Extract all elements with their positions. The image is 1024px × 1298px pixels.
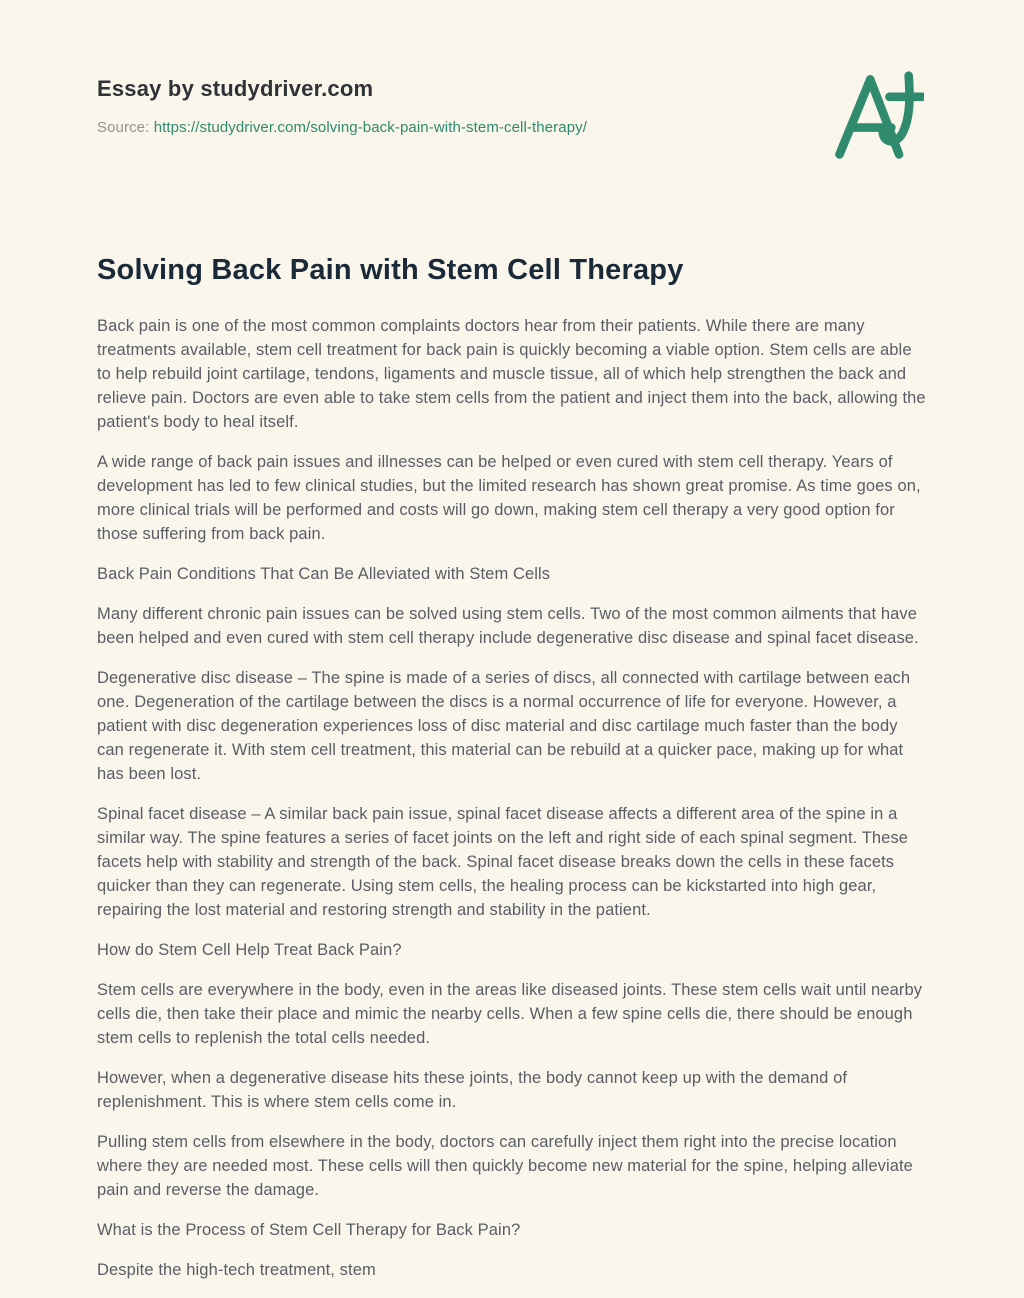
- paragraph: A wide range of back pain issues and illnesses can be helped or even cured with stem cell therapy. Years of development has led to few clinical studies, but the limited research has shown great promise. As time goes on, more clinical trials will be performed and costs will go down, making stem cell therapy a very good option for those suffering from back pain.: [97, 453, 921, 543]
- paragraph: Many different chronic pain issues can be solved using stem cells. Two of the most common ailments that have been helped and even cured with stem cell therapy include degenerative disc disease and spinal facet disease.: [97, 605, 919, 647]
- source-url-link[interactable]: https://studydriver.com/solving-back-pain-with-stem-cell-therapy/: [153, 119, 588, 136]
- studydriver-logo-icon: [828, 68, 924, 164]
- section-heading: Back Pain Conditions That Can Be Alleviated with Stem Cells: [97, 565, 551, 583]
- paragraph: Spinal facet disease – A similar back pain issue, spinal facet disease affects a different area of the spine in a similar way. The spine features a series of facet joints on the left and right side of each spinal segment. These facets help with stability and strength of the back. Spinal facet disease breaks down the cells in these facets quicker than they can regenerate. Using stem cells, the healing process can be kickstarted into high gear, repairing the lost material and restoring strength and stability in the patient.: [97, 805, 909, 919]
- paragraph: Stem cells are everywhere in the body, even in the areas like diseased joints. These stem cells wait until nearby cells die, then take their place and mimic the nearby cells. When a few spine cells die, there should be enough stem cells to replenish the total cells needed.: [97, 981, 923, 1047]
- page-title: Solving Back Pain with Stem Cell Therapy: [97, 254, 684, 286]
- byline: Essay by studydriver.com: [97, 76, 374, 101]
- source-line: [97, 119, 927, 136]
- article-body: [97, 314, 927, 1282]
- paragraph: Pulling stem cells from elsewhere in the body, doctors can carefully inject them right into the precise location where they are needed most. These cells will then quickly become new material for the spine, helping alleviate pain and reverse the damage.: [97, 1133, 913, 1199]
- section-heading: How do Stem Cell Help Treat Back Pain?: [97, 941, 402, 959]
- paragraph: Despite the high-tech treatment, stem: [97, 1261, 376, 1279]
- section-heading: What is the Process of Stem Cell Therapy for Back Pain?: [97, 1221, 521, 1239]
- paragraph: Back pain is one of the most common complaints doctors hear from their patients. While there are many treatments available, stem cell treatment for back pain is quickly becoming a viable option. Stem cells are able to help rebuild joint cartilage, tendons, ligaments and muscle tissue, all of which help strengthen the back and relieve pain. Doctors are even able to take stem cells from the patient and inject them into the back, allowing the patient's body to heal itself.: [97, 317, 926, 431]
- source-label: Source:: [97, 119, 150, 136]
- paragraph: Degenerative disc disease – The spine is made of a series of discs, all connected with cartilage between each one. Degeneration of the cartilage between the discs is a normal occurrence of life for everyone. However, a patient with disc degeneration experiences loss of disc material and disc cartilage much faster than the body can regenerate it. With stem cell treatment, this material can be rebuild at a quicker pace, making up for what has been lost.: [97, 669, 911, 783]
- paragraph: However, when a degenerative disease hits these joints, the body cannot keep up with the demand of replenishment. This is where stem cells come in.: [97, 1069, 848, 1111]
